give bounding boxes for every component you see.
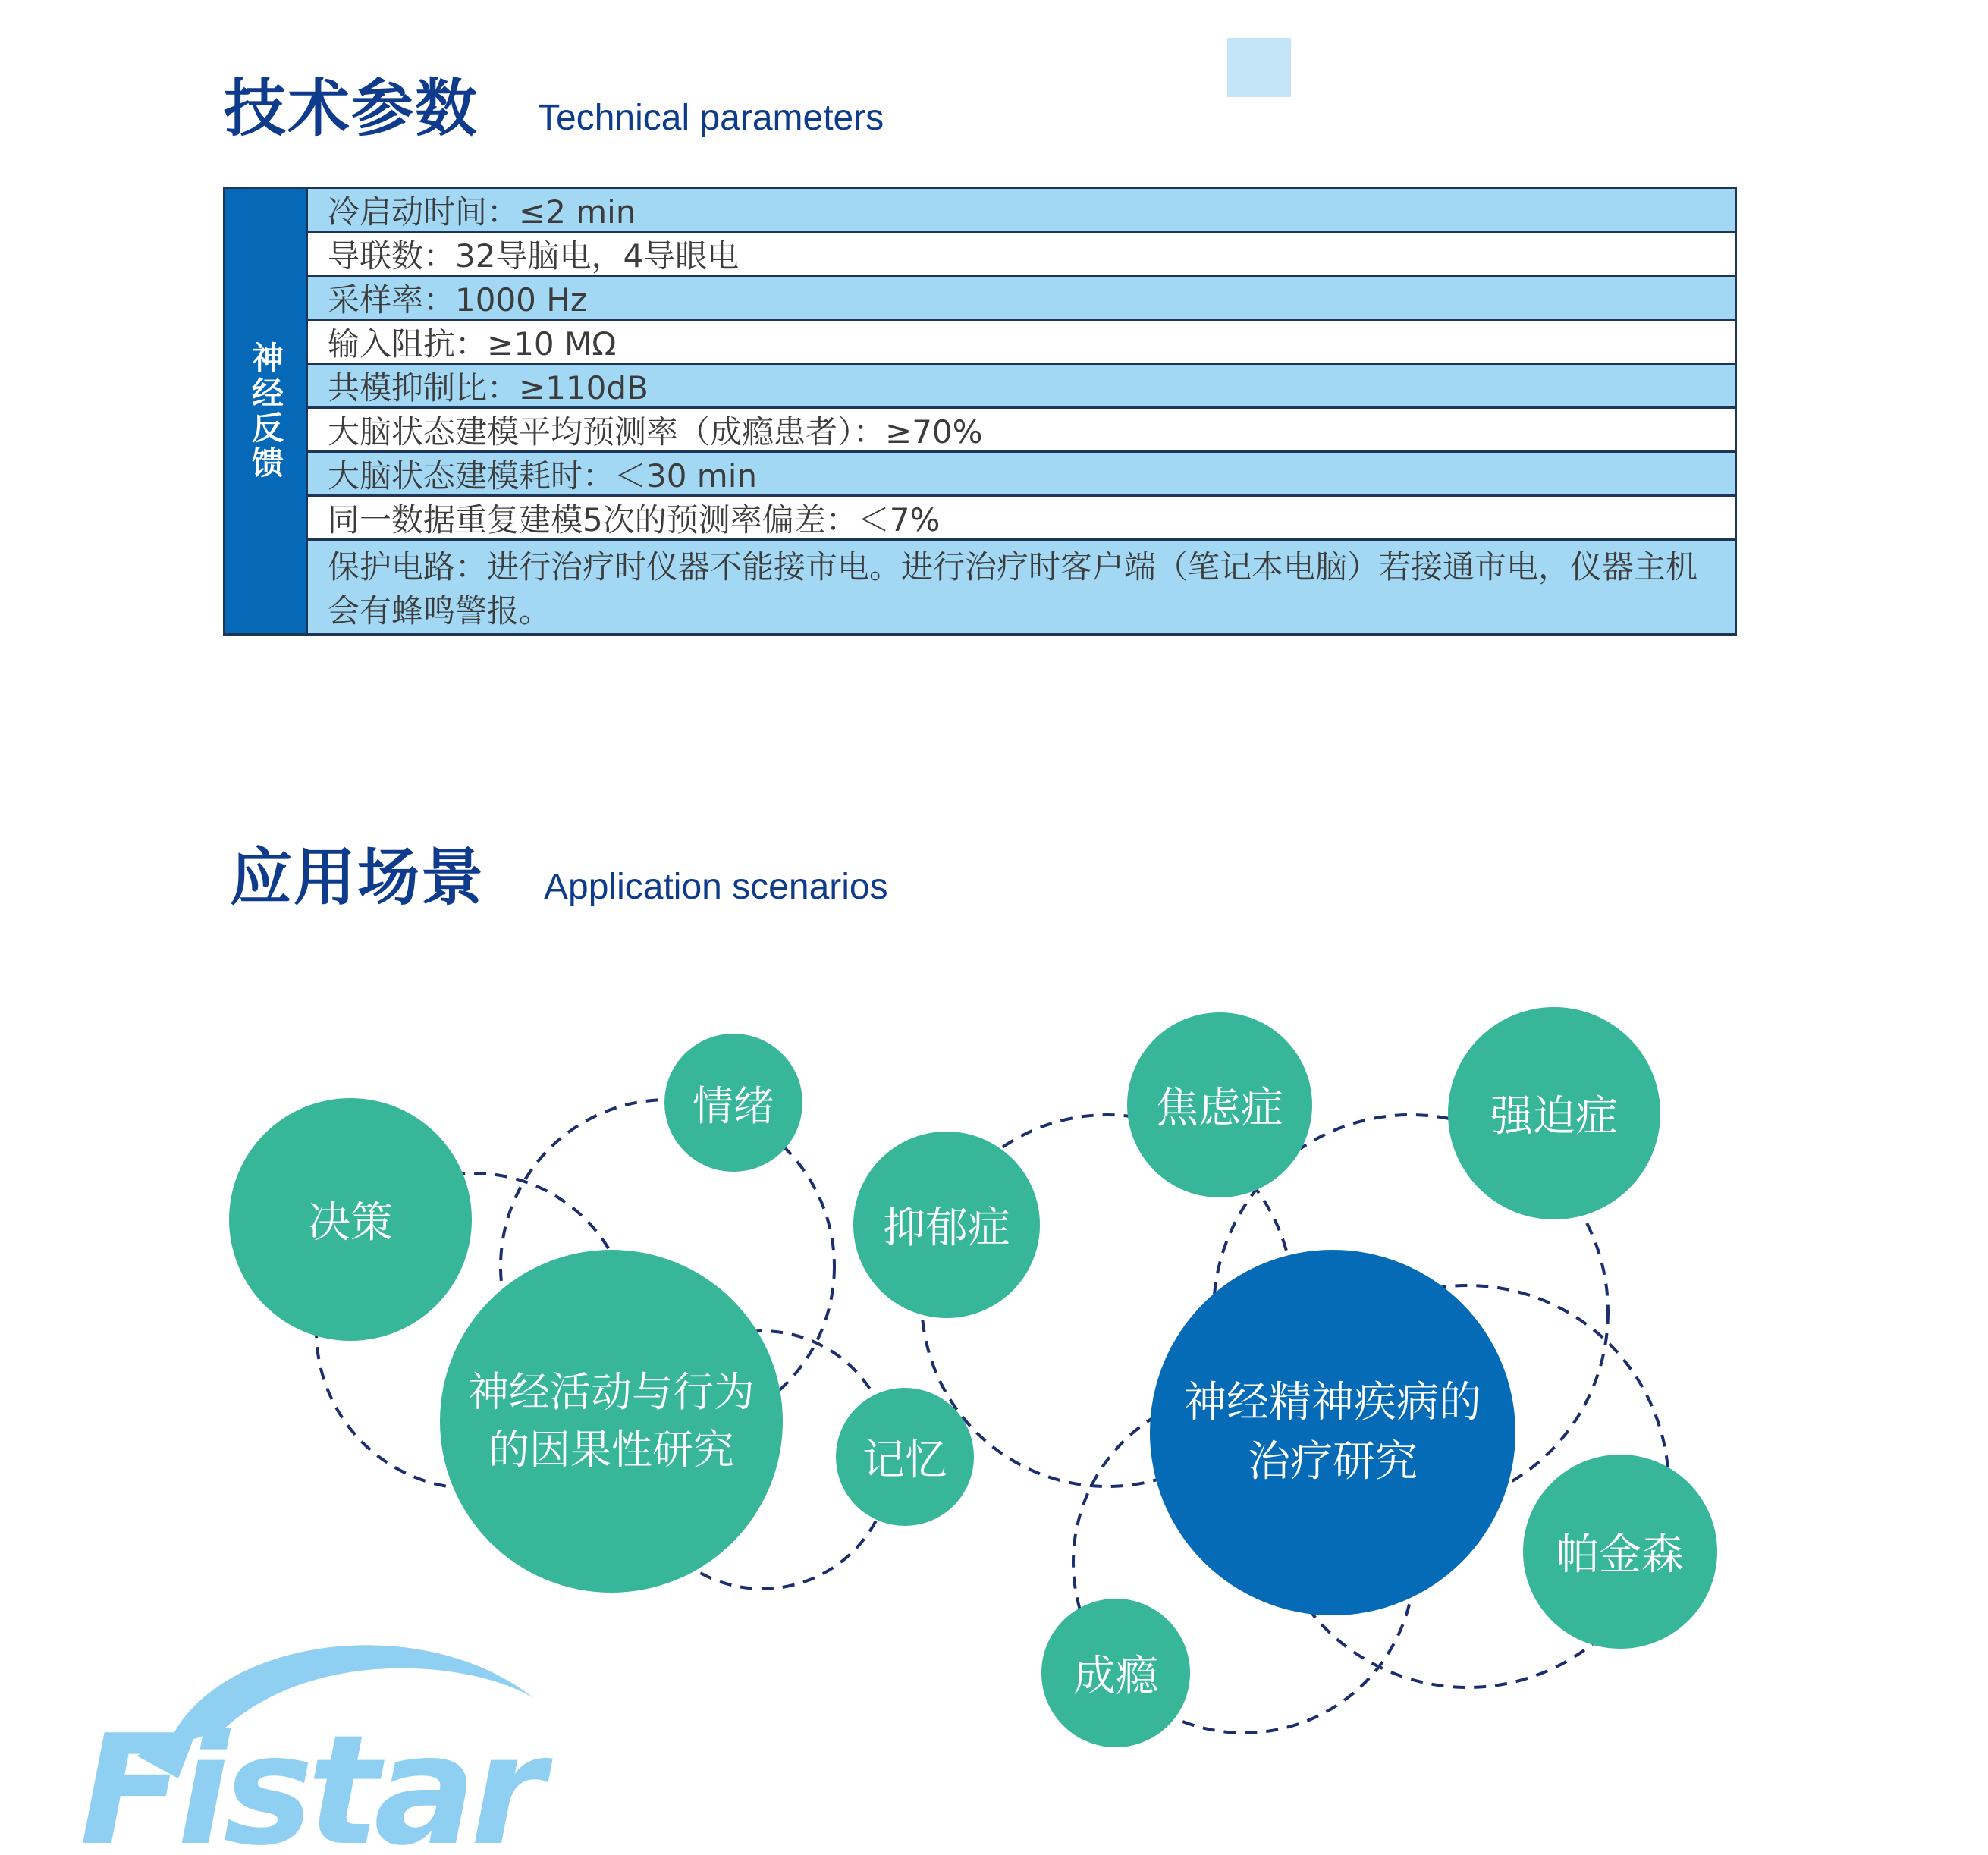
param-row: 同一数据重复建模5次的预测率偏差：＜7%	[308, 497, 1735, 541]
param-row: 输入阻抗：≥10 MΩ	[308, 321, 1735, 365]
bubble-decision-label: 决策	[308, 1198, 393, 1248]
application-title-zh: 应用场景	[230, 842, 485, 914]
bubble-memory-label: 记忆	[862, 1436, 947, 1485]
application-title-en: Application scenarios	[544, 867, 888, 907]
param-row: 共模抑制比：≥110dB	[308, 365, 1735, 409]
bubble-anxiety-label: 焦虑症	[1156, 1084, 1283, 1133]
technical-title-en: Technical parameters	[538, 98, 884, 138]
fistar-logo	[64, 1615, 656, 1855]
svg-text:Fistar: Fistar	[80, 1703, 539, 1855]
bubble-depression	[853, 1132, 1040, 1318]
causal-research-line1: 神经活动与行为	[468, 1368, 755, 1416]
param-row: 采样率：1000 Hz	[308, 277, 1735, 321]
bubble-decision	[229, 1098, 472, 1341]
bubble-parkinson	[1523, 1455, 1717, 1649]
param-row: 大脑状态建模耗时：＜30 min	[308, 453, 1735, 497]
category-label: 神经反馈	[247, 341, 284, 481]
neuropsychiatric-line2: 治疗研究	[1248, 1437, 1418, 1486]
causal-research-line2: 的因果性研究	[488, 1426, 734, 1474]
bubble-ocd-label: 强迫症	[1490, 1092, 1618, 1141]
technical-title-zh: 技术参数	[224, 73, 479, 145]
bubble-addiction-label: 成瘾	[1073, 1652, 1158, 1701]
bubble-causal-research	[440, 1250, 783, 1593]
bubble-parkinson-label: 帕金森	[1556, 1530, 1684, 1580]
bubble-emotion-label: 情绪	[693, 1081, 774, 1130]
bubble-neuropsychiatric-research	[1150, 1250, 1515, 1615]
bubble-addiction	[1041, 1599, 1190, 1747]
bubble-emotion	[664, 1034, 802, 1172]
bubble-depression-label: 抑郁症	[883, 1204, 1010, 1253]
neuropsychiatric-line1: 神经精神疾病的	[1184, 1378, 1481, 1427]
param-row: 保护电路：进行治疗时仪器不能接市电。进行治疗时客户端（笔记本电脑）若接通市电，仪器主机会有蜂鸣警报。	[308, 541, 1735, 633]
param-row: 导联数：32导脑电，4导眼电	[308, 233, 1735, 277]
param-row: 大脑状态建模平均预测率（成瘾患者）：≥70%	[308, 409, 1735, 453]
bubble-ocd	[1448, 1007, 1660, 1219]
param-row: 冷启动时间：≤2 min	[308, 189, 1735, 233]
bubble-memory	[836, 1388, 974, 1526]
bubble-anxiety	[1127, 1012, 1312, 1197]
